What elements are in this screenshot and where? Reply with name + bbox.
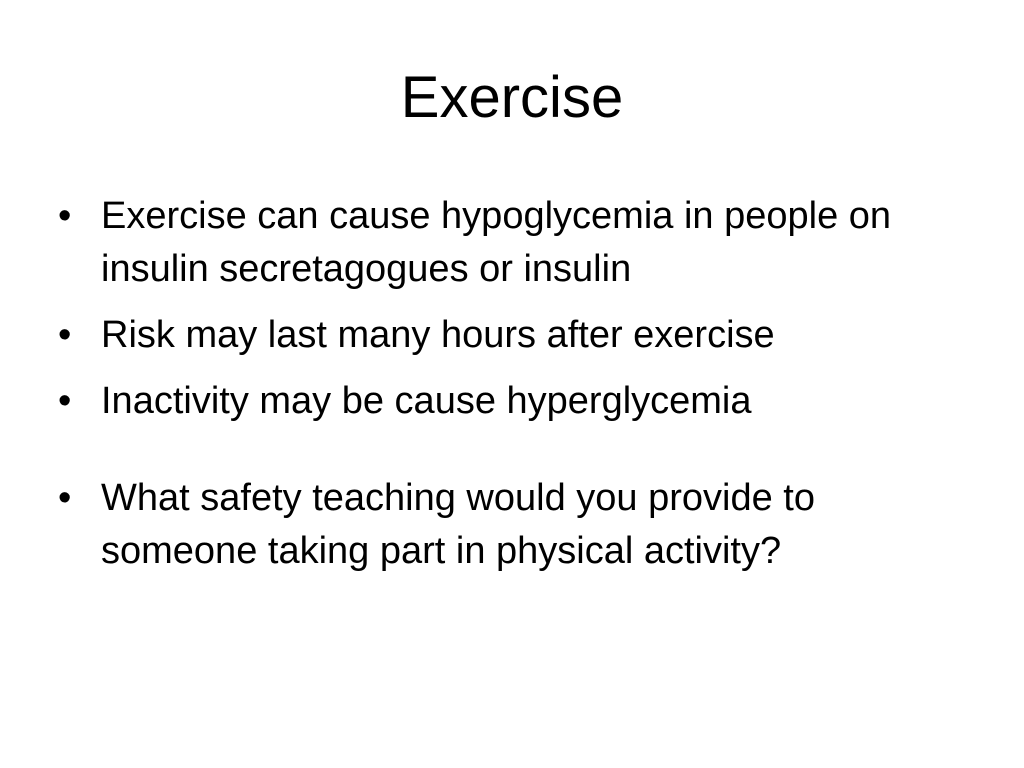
bullet-icon: •: [58, 314, 72, 356]
bullet-item: [58, 375, 978, 428]
bullet-item: [58, 472, 978, 578]
bullet-text: Risk may last many hours after exercise: [101, 314, 775, 356]
bullet-item: [58, 190, 978, 296]
bullet-text: Inactivity may be cause hyperglycemia: [101, 380, 752, 422]
bullet-text: What safety teaching would you provide to someone taking part in physical activity?: [101, 477, 815, 572]
bullet-icon: •: [58, 195, 72, 237]
bullet-list: [58, 190, 978, 591]
bullet-icon: •: [58, 477, 72, 519]
bullet-icon: •: [58, 380, 72, 422]
bullet-text: Exercise can cause hypoglycemia in people on insulin secretagogues or insulin: [101, 195, 892, 290]
slide-title: Exercise: [400, 65, 624, 130]
bullet-item: [58, 309, 978, 362]
